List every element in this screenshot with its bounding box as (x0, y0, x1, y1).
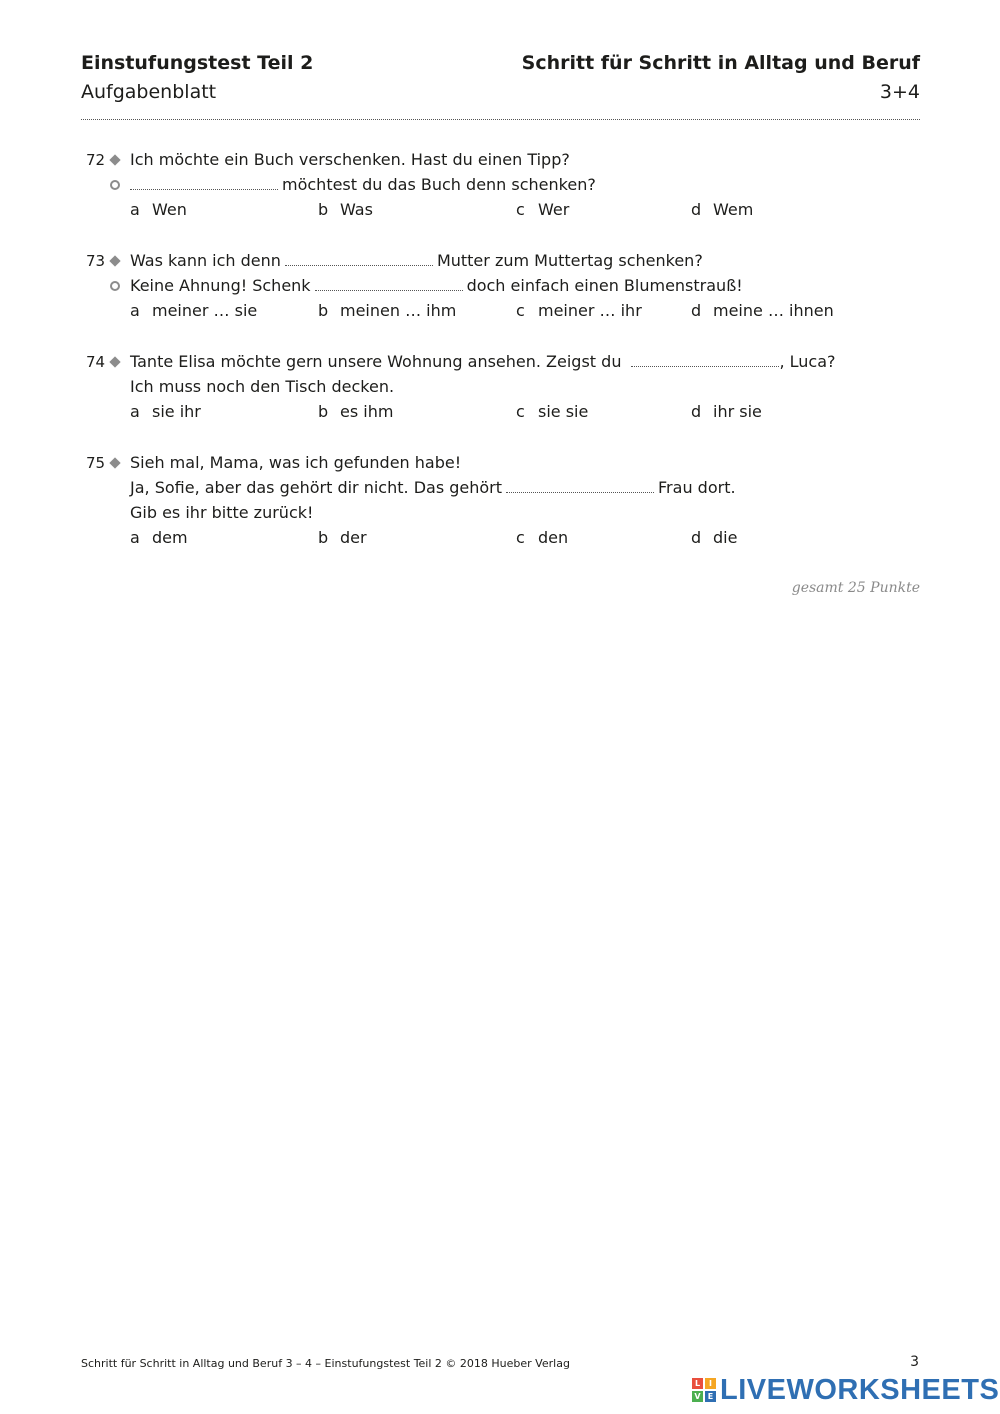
task-number: 75 (86, 454, 106, 472)
answer-blank[interactable] (315, 276, 463, 291)
logo-blocks-icon (692, 1378, 716, 1402)
option-c[interactable]: c sie sie (516, 402, 589, 421)
footer-copyright: Schritt für Schritt in Alltag und Beruf 3 – 4 – Einstufungstest Teil 2 © 2018 Hueber Verlag (81, 1357, 570, 1370)
question-line-1: Ich möchte ein Buch verschenken. Hast du einen Tipp? (130, 150, 570, 169)
speaker-b-circle-icon (110, 281, 120, 291)
question-line-1: Tante Elisa möchte gern unsere Wohnung ansehen. Zeigst du , Luca? (130, 352, 836, 371)
header-divider (81, 119, 920, 120)
liveworksheets-logo (692, 1375, 999, 1405)
question-line-2: möchtest du das Buch denn schenken? (130, 174, 596, 196)
speaker-a-diamond-icon (109, 154, 120, 165)
question-line-1: Was kann ich denn Mutter zum Muttertag schenken? (130, 251, 703, 270)
page-number: 3 (910, 1354, 919, 1370)
speaker-a-diamond-icon (109, 255, 120, 266)
option-b[interactable]: b der (318, 528, 367, 547)
task-number: 74 (86, 353, 106, 371)
logo-block-v: V (692, 1391, 703, 1402)
answer-blank[interactable] (506, 478, 654, 493)
speaker-a-diamond-icon (109, 457, 120, 468)
option-b[interactable]: b meinen … ihm (318, 301, 457, 320)
option-a[interactable]: a Wen (130, 200, 187, 219)
speaker-a-diamond-icon (109, 356, 120, 367)
option-c[interactable]: c den (516, 528, 569, 547)
question-line-2: Keine Ahnung! Schenk doch einfach einen Blumenstrauß! (130, 276, 743, 295)
option-d[interactable]: d die (691, 528, 738, 547)
task-number: 73 (86, 252, 106, 270)
answer-blank[interactable] (631, 352, 779, 367)
option-d[interactable]: d ihr sie (691, 402, 762, 421)
question-line-1: Sieh mal, Mama, was ich gefunden habe! (130, 453, 462, 472)
logo-text: LIVEWORKSHEETS (720, 1373, 1000, 1406)
logo-block-i: I (705, 1378, 716, 1389)
question-line-3: Gib es ihr bitte zurück! (130, 503, 314, 522)
option-c[interactable]: c meiner … ihr (516, 301, 642, 320)
option-b[interactable]: b es ihm (318, 402, 394, 421)
option-b[interactable]: b Was (318, 200, 373, 219)
speaker-b-circle-icon (110, 180, 120, 190)
total-points: gesamt 25 Punkte (791, 580, 920, 596)
option-c[interactable]: c Wer (516, 200, 570, 219)
logo-block-e: E (705, 1391, 716, 1402)
question-line-2: Ich muss noch den Tisch decken. (130, 377, 395, 396)
answer-blank[interactable] (285, 251, 433, 266)
option-d[interactable]: d Wem (691, 200, 754, 219)
option-a[interactable]: a sie ihr (130, 402, 201, 421)
series-title: Schritt für Schritt in Alltag und Beruf (521, 52, 920, 74)
answer-blank[interactable] (130, 175, 278, 190)
task-number: 72 (86, 151, 106, 169)
sheet-subtitle: Aufgabenblatt (81, 81, 217, 103)
level-label: 3+4 (879, 81, 920, 103)
question-line-2: Ja, Sofie, aber das gehört dir nicht. Das gehört Frau dort. (130, 478, 736, 497)
option-a[interactable]: a meiner … sie (130, 301, 258, 320)
test-title: Einstufungstest Teil 2 (81, 52, 314, 74)
logo-block-l: L (692, 1378, 703, 1389)
option-d[interactable]: d meine … ihnen (691, 301, 834, 320)
option-a[interactable]: a dem (130, 528, 188, 547)
